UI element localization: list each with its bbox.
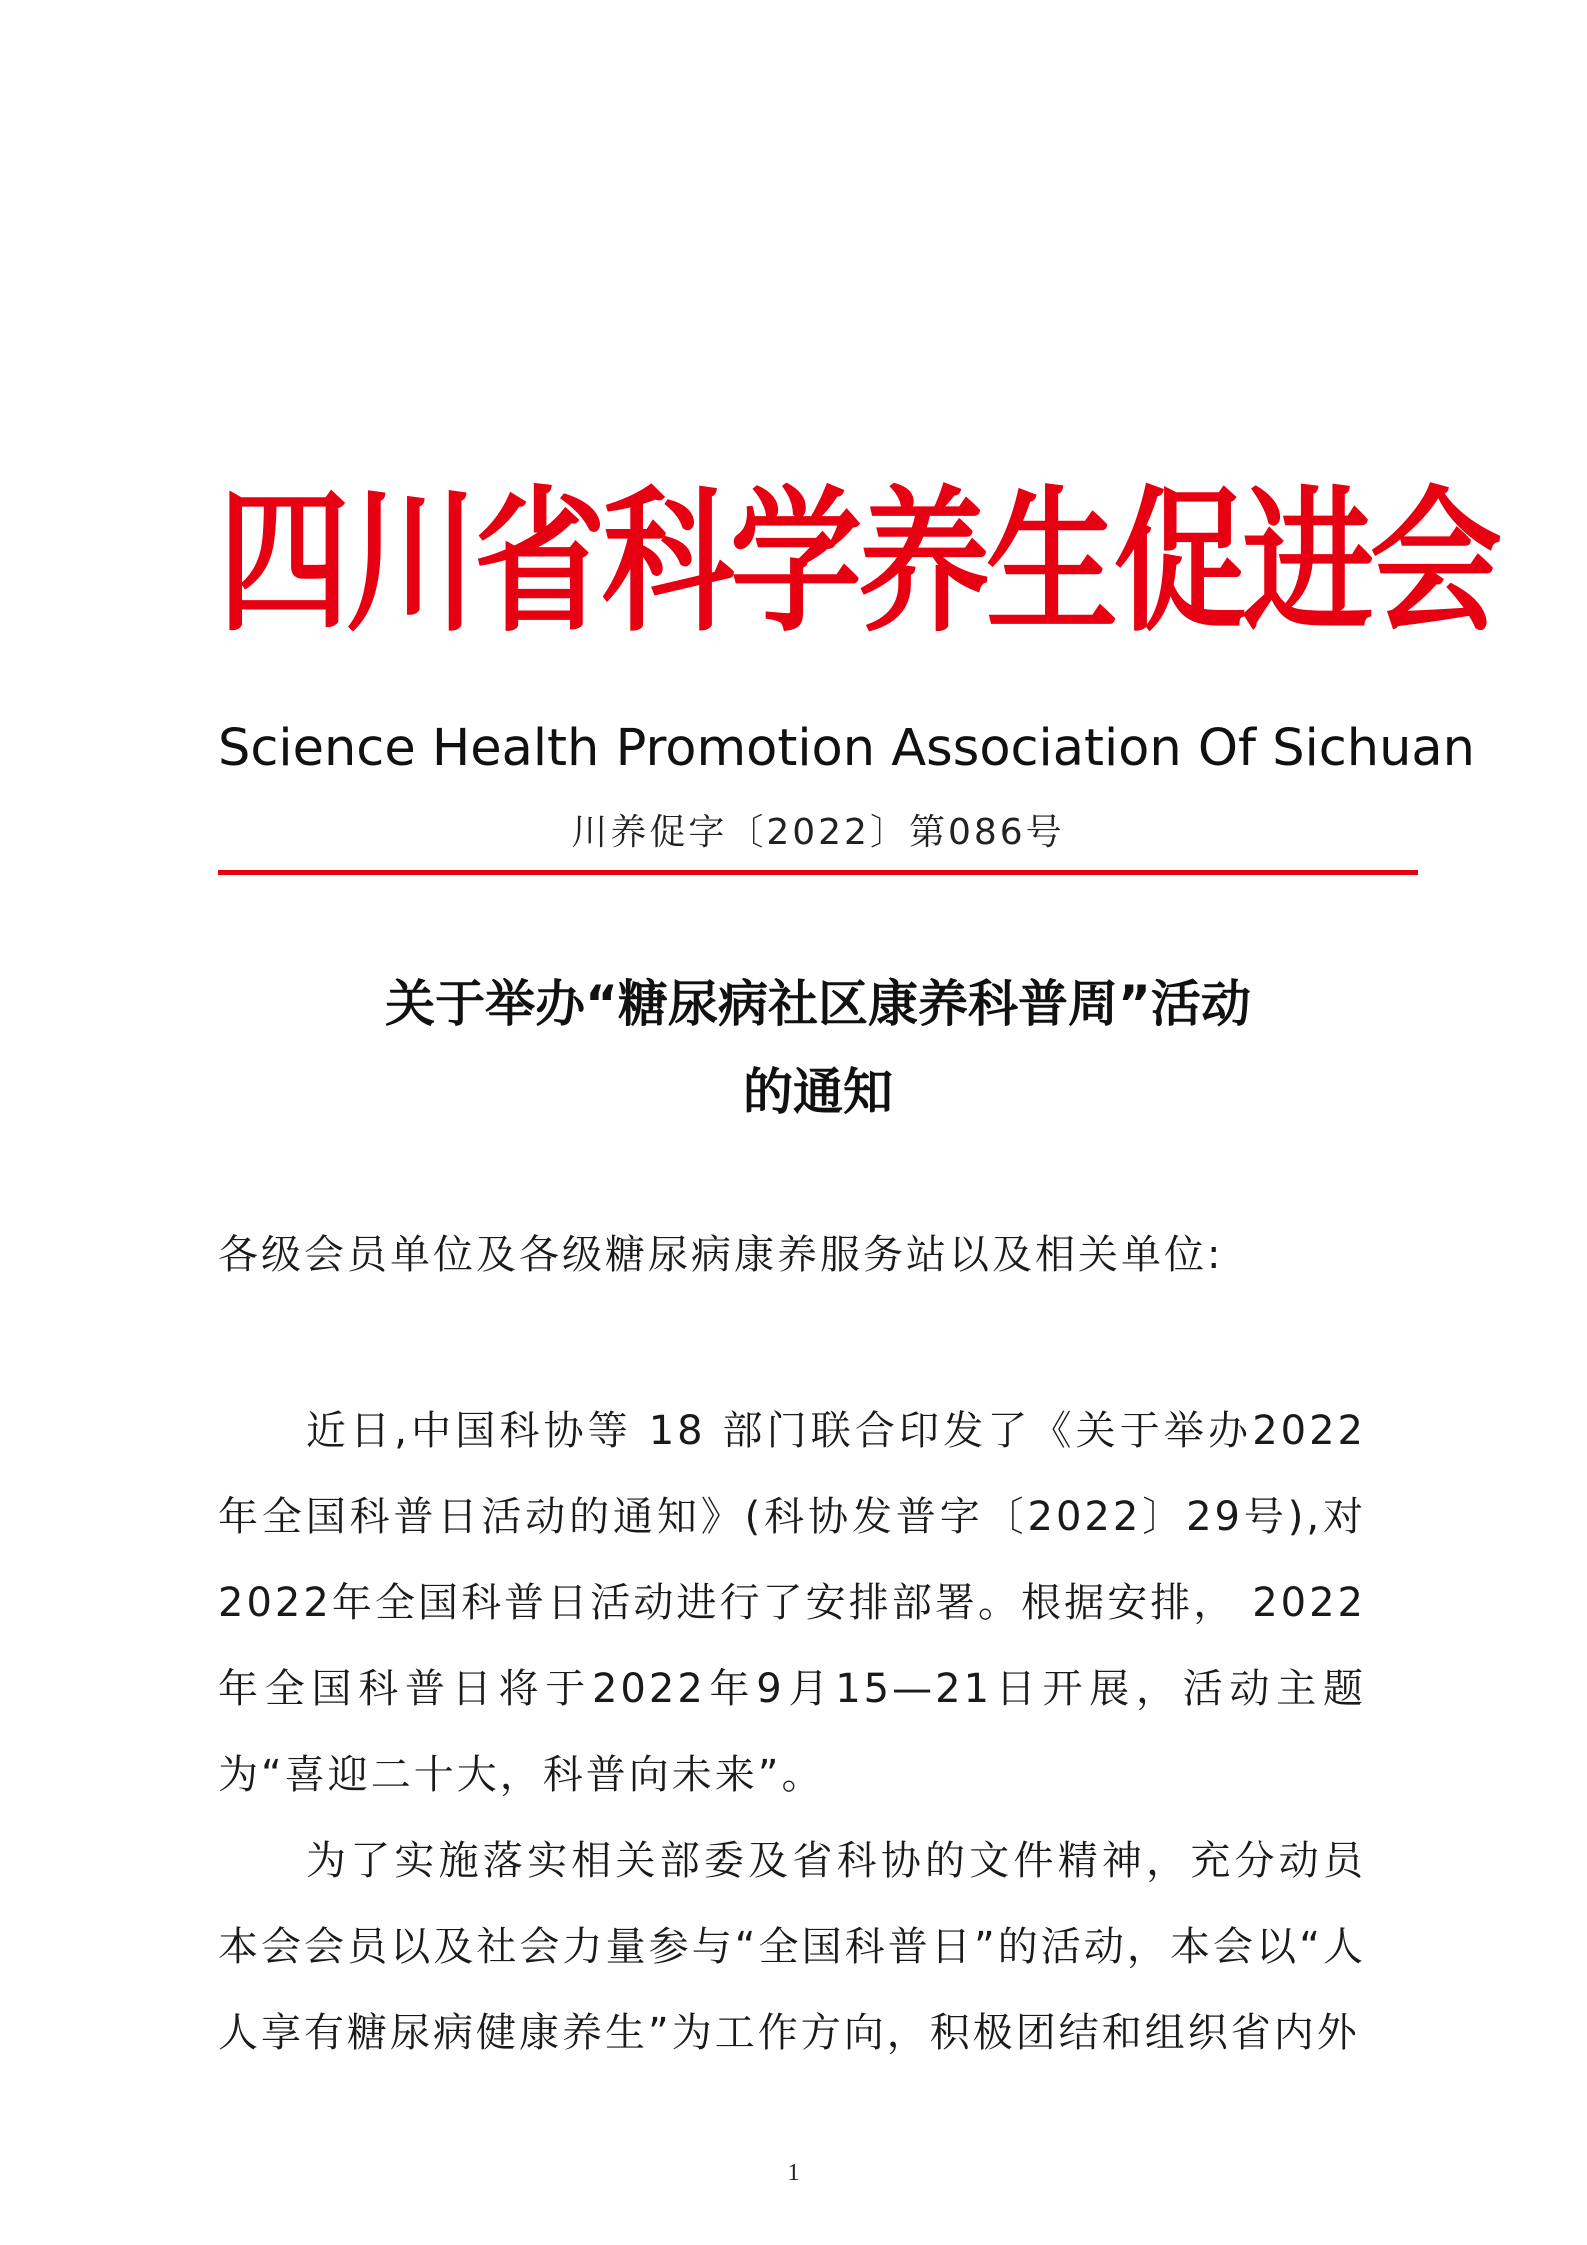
body-paragraph-1: 近日,中国科协等 18 部门联合印发了《关于举办2022 年全国科普日活动的通知》(科协发普字〔2022〕29号),对2022年全国科普日活动进行了安排部署。根据安排， 2022 年全国科普日将于2022年9月15—21日开展，活动主题为“喜迎二十大，科普向未来”。 <box>218 1408 1366 1798</box>
notice-title-line-1: 关于举办“糖尿病社区康养科普周”活动 <box>385 975 1251 1033</box>
page-number: 1 <box>787 2160 800 2186</box>
body-paragraph-2: 为了实施落实相关部委及省科协的文件精神，充分动员本会会员以及社会力量参与“全国科普日”的活动，本会以“人人享有糖尿病健康养生”为工作方向，积极团结和组织省内外 <box>218 1838 1366 2056</box>
org-name-english: Science Health Promotion Association Of Sichuan <box>218 719 1475 778</box>
notice-title-line-2: 的通知 <box>743 1063 893 1121</box>
org-name-chinese: 四川省科学养生促进会 <box>218 472 1498 654</box>
letterhead-divider <box>218 870 1418 875</box>
document-number: 川养促字〔2022〕第086号 <box>571 812 1065 853</box>
salutation: 各级会员单位及各级糖尿病康养服务站以及相关单位: <box>218 1232 1224 1278</box>
notice-title <box>218 960 1418 1136</box>
